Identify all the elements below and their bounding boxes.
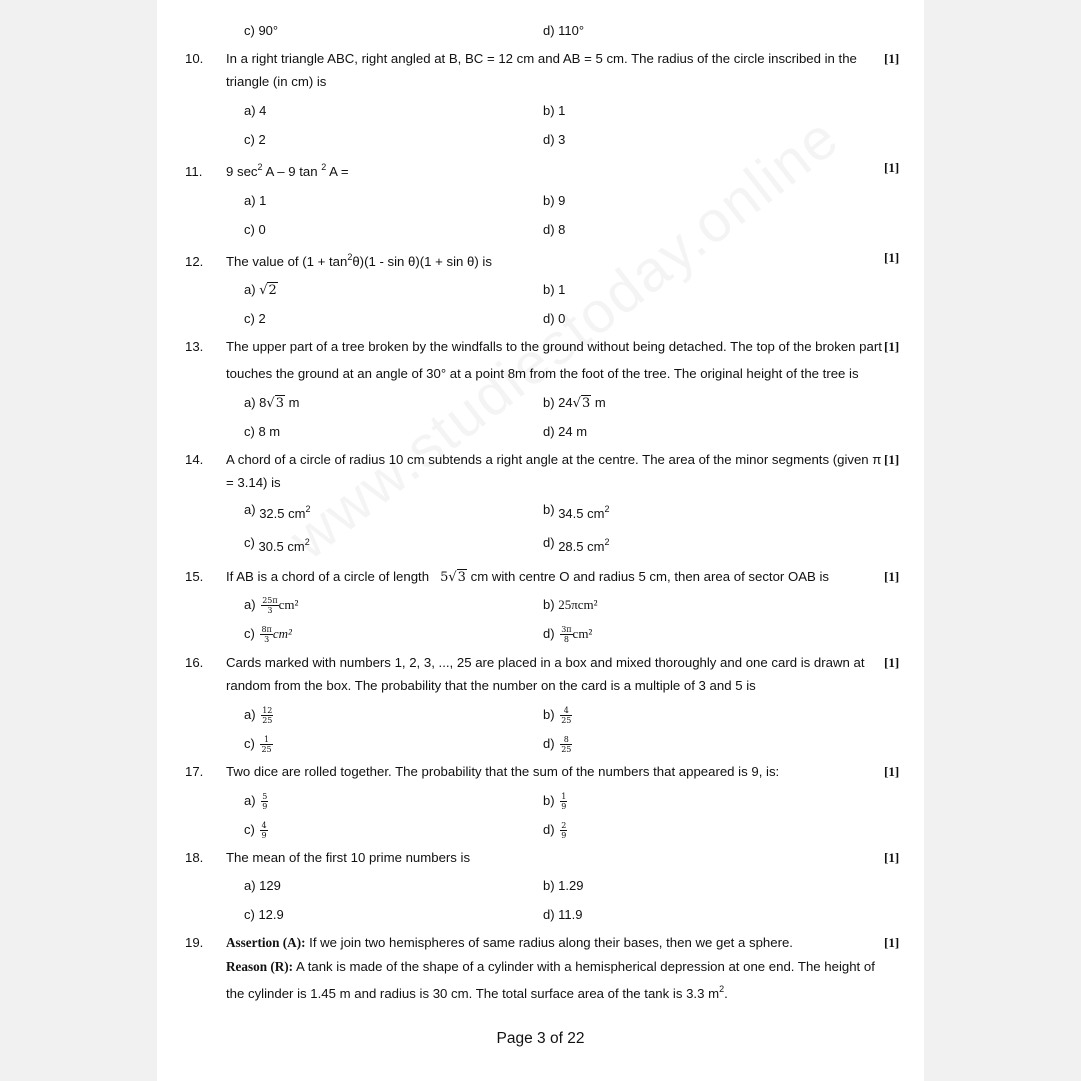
marks: [1] (884, 250, 900, 265)
option-b: b) 1 (543, 103, 566, 118)
marks: [1] (884, 51, 900, 66)
marks: [1] (884, 569, 900, 584)
question-text: The value of $(1 + \tan^2\theta)(1 - \sin \theta)(1 + \sin \theta)$ is (226, 252, 492, 269)
assertion: Assertion (A): If we join two hemispheres of same radius along their bases, then we get a sphere. (226, 935, 793, 950)
option-c: c) 0 (244, 222, 266, 237)
question-number: 19. (185, 935, 204, 950)
option-c: c) 2 (244, 132, 266, 147)
question-number: 17. (185, 764, 204, 779)
option-a: a) 32.5 $cm^2$ (244, 502, 311, 521)
question-text: touches the ground at an angle of 30° at a point 8m from the foot of the tree. The original height of the tree is (226, 366, 859, 381)
option-d: d) $\frac{3\pi}{8}$ cm² (543, 625, 593, 644)
option-d: d) 11.9 (543, 907, 583, 922)
option-b: b) $\frac{4}{25}$ (543, 706, 572, 725)
option-a: a) $\frac{25\pi}{3}$ cm² (244, 596, 299, 615)
option-d: d) $\frac{8}{25}$ (543, 735, 572, 754)
option-b: b) 1 (543, 282, 566, 297)
option-b: b) 1.29 (543, 878, 584, 893)
marks: [1] (884, 160, 900, 175)
option-c: c) 30.5 $cm^2$ (244, 535, 310, 554)
option-a: a) $\frac{5}{9}$ (244, 792, 268, 811)
option-a: a) 4 (244, 103, 267, 118)
question-text: The upper part of a tree broken by the windfalls to the ground without being detached. The top of the broken part (226, 339, 882, 354)
page-number: Page 3 of 22 (496, 1030, 585, 1047)
option-b: b) 34.5 $cm^2$ (543, 502, 610, 521)
option-a: a) 8√3 m (244, 395, 300, 411)
question-number: 11. (185, 164, 203, 179)
question-text: The mean of the first 10 prime numbers is (226, 850, 471, 865)
question-text: triangle (in cm) is (226, 74, 327, 89)
option-d: d) 3 (543, 132, 566, 147)
option-d: d) 0 (543, 311, 566, 326)
question-text: = 3.14) is (226, 475, 281, 490)
option-c: c) $\frac{1}{25}$ (244, 735, 272, 754)
option-a: a) 1 (244, 193, 267, 208)
option-a: a) √2 (244, 282, 277, 298)
question-text: Two dice are rolled together. The probability that the sum of the numbers that appeared is 9, is: (226, 764, 780, 779)
option-c: c) $\frac{4}{9}$ (244, 821, 267, 840)
marks: [1] (884, 452, 900, 467)
option-d: d) 28.5 $cm^2$ (543, 535, 610, 554)
option-b: b) 25πcm² (543, 597, 598, 612)
question-number: 15. (185, 569, 204, 584)
option-d: d) 110° (543, 23, 585, 38)
question-number: 12. (185, 254, 204, 269)
option-c: c) 8 m (244, 424, 281, 439)
question-text: In a right triangle ABC, right angled at B, BC = 12 cm and AB = 5 cm. The radius of the circle inscribed in the (226, 51, 857, 66)
question-number: 14. (185, 452, 204, 467)
question-text: random from the box. The probability that the number on the card is a multiple of 3 and 5 is (226, 678, 756, 693)
option-a: a) 129 (244, 878, 281, 893)
option-c: c) 12.9 (244, 907, 284, 922)
marks: [1] (884, 764, 900, 779)
marks: [1] (884, 850, 900, 865)
option-c: c) 90° (244, 23, 279, 38)
reason: Reason (R): A tank is made of the shape of a cylinder with a hemispherical depression at one end. The height of (226, 959, 875, 974)
question-number: 10. (185, 51, 204, 66)
option-a: a) $\frac{12}{25}$ (244, 706, 273, 725)
document-page (157, 0, 924, 1081)
option-c: c) 2 (244, 311, 266, 326)
marks: [1] (884, 655, 900, 670)
question-text: A chord of a circle of radius 10 cm subtends a right angle at the centre. The area of the minor segments (given π (226, 452, 882, 467)
option-b: b) 24√3 m (543, 395, 606, 411)
option-b: b) $\frac{1}{9}$ (543, 792, 567, 811)
question-text: If AB is a chord of a circle of length 5√3 cm with centre O and radius 5 cm, then area of sector OAB is (226, 569, 830, 585)
question-number: 16. (185, 655, 204, 670)
question-number: 18. (185, 850, 204, 865)
option-d: d) 8 (543, 222, 566, 237)
question-text: 9 $\sec^2 A - 9$ tan $^2$ A = (226, 162, 349, 179)
option-b: b) 9 (543, 193, 566, 208)
option-c: c) $\frac{8\pi}{3}$ cm² (244, 625, 292, 644)
question-text: Cards marked with numbers 1, 2, 3, ..., 25 are placed in a box and mixed thoroughly and one card is drawn at (226, 655, 865, 670)
option-d: d) 24 m (543, 424, 588, 439)
marks: [1] (884, 339, 900, 354)
marks: [1] (884, 935, 900, 950)
option-d: d) $\frac{2}{9}$ (543, 821, 567, 840)
reason-continued: the cylinder is 1.45 m and radius is 30 cm. The total surface area of the tank is 3.3 $m^2$. (226, 984, 728, 1001)
question-number: 13. (185, 339, 204, 354)
